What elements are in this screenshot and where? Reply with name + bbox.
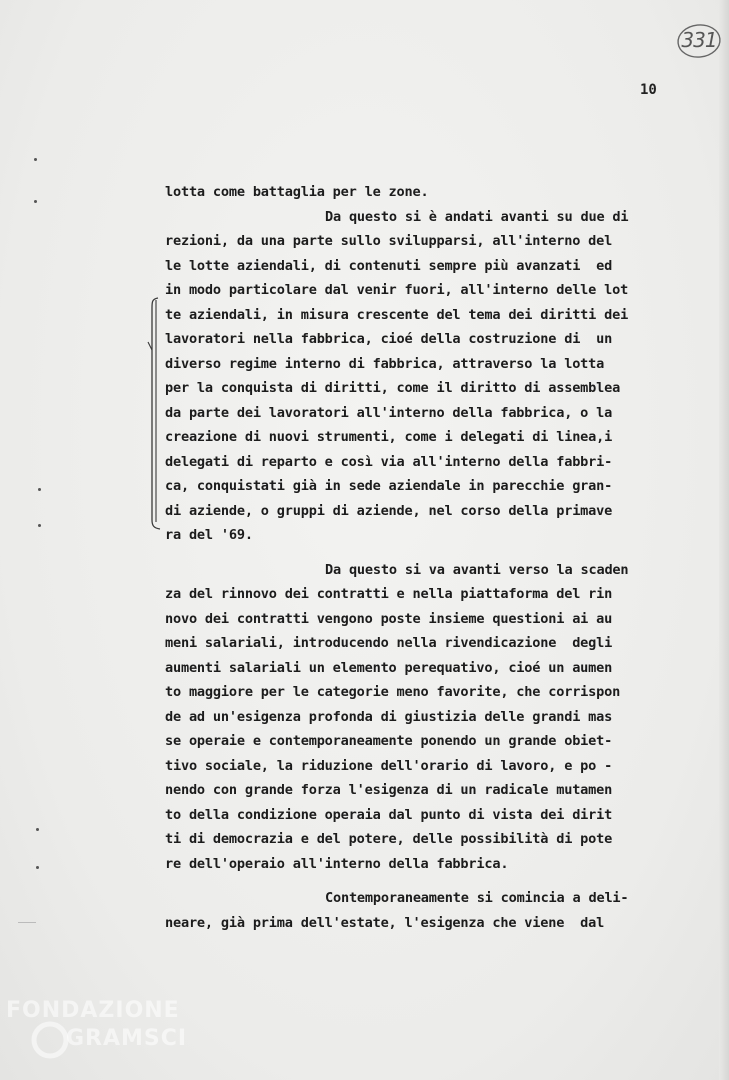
text-line: neare, già prima dell'estate, l'esigenza che viene dal <box>165 914 605 931</box>
paragraph-2 <box>165 205 685 548</box>
text-line: to maggiore per le categorie meno favorite, che corrispon <box>165 684 621 700</box>
paragraph-gap <box>165 876 685 886</box>
paragraph-1 <box>165 180 685 205</box>
text-line: Contemporaneamente si comincia a deli- <box>325 890 629 906</box>
margin-dot <box>36 828 39 831</box>
document-body <box>165 180 685 935</box>
text-line: rezioni, da una parte sullo svilupparsi, all'interno del <box>165 233 613 249</box>
text-line: per la conquista di diritti, come il diritto di assemblea <box>165 380 621 396</box>
watermark-logo-icon <box>30 1020 70 1060</box>
archive-number-stamp <box>676 22 722 60</box>
watermark-line-2: GRAMSCI <box>66 1026 188 1051</box>
text-line: to della condizione operaia dal punto di vista dei dirit <box>165 806 613 823</box>
margin-dot <box>38 524 41 527</box>
text-line: za del rinnovo dei contratti e nella piattaforma del rin <box>165 586 613 602</box>
margin-bracket-annotation <box>146 296 166 532</box>
text-line: Da questo si è andati avanti su due di <box>325 208 629 225</box>
text-line: ra del '69. <box>165 527 253 543</box>
text-line: de ad un'esigenza profonda di giustizia delle grandi mas <box>165 708 613 725</box>
text-line: Da questo si va avanti verso la scaden <box>325 561 629 578</box>
paragraph-3 <box>165 558 685 877</box>
text-line: nendo con grande forza l'esigenza di un radicale mutamen <box>165 782 613 798</box>
page-edge-shadow <box>719 0 729 1080</box>
text-line: lotta come battaglia per le zone. <box>165 184 429 200</box>
text-line: ti di democrazia e del potere, delle possibilità di pote <box>165 831 613 847</box>
text-line: da parte dei lavoratori all'interno della fabbrica, o la <box>165 404 613 421</box>
text-line: meni salariali, introducendo nella rivendicazione degli <box>165 635 613 651</box>
paragraph-gap <box>165 548 685 558</box>
page-number: 10 <box>640 82 657 98</box>
archive-number: 331 <box>681 28 717 52</box>
text-line: diverso regime interno di fabbrica, attraverso la lotta <box>165 355 605 372</box>
text-line: in modo particolare dal venir fuori, all'interno delle lot <box>165 282 629 298</box>
margin-dot <box>38 488 41 491</box>
text-line: le lotte aziendali, di contenuti sempre più avanzati ed <box>165 257 613 274</box>
text-line: creazione di nuovi strumenti, come i delegati di linea,i <box>165 429 613 445</box>
paragraph-4 <box>165 886 685 935</box>
text-line: delegati di reparto e così via all'interno della fabbri- <box>165 453 613 470</box>
text-line: novo dei contratti vengono poste insieme questioni ai au <box>165 610 613 627</box>
text-line: re dell'operaio all'interno della fabbrica. <box>165 855 509 872</box>
margin-dot <box>34 200 37 203</box>
text-line: lavoratori nella fabbrica, cioé della costruzione di un <box>165 331 613 347</box>
fondazione-gramsci-watermark <box>6 998 206 1070</box>
margin-dash <box>18 922 36 923</box>
text-line: se operaie e contemporaneamente ponendo un grande obiet- <box>165 733 613 749</box>
margin-dot <box>36 866 39 869</box>
text-line: tivo sociale, la riduzione dell'orario di lavoro, e po - <box>165 757 613 774</box>
text-line: ca, conquistati già in sede aziendale in parecchie gran- <box>165 478 613 494</box>
text-line: te aziendali, in misura crescente del tema dei diritti dei <box>165 306 629 323</box>
watermark-line-1: FONDAZIONE <box>6 998 180 1023</box>
margin-dot <box>34 158 37 161</box>
text-line: di aziende, o gruppi di aziende, nel corso della primave <box>165 502 613 519</box>
text-line: aumenti salariali un elemento perequativo, cioé un aumen <box>165 659 613 676</box>
